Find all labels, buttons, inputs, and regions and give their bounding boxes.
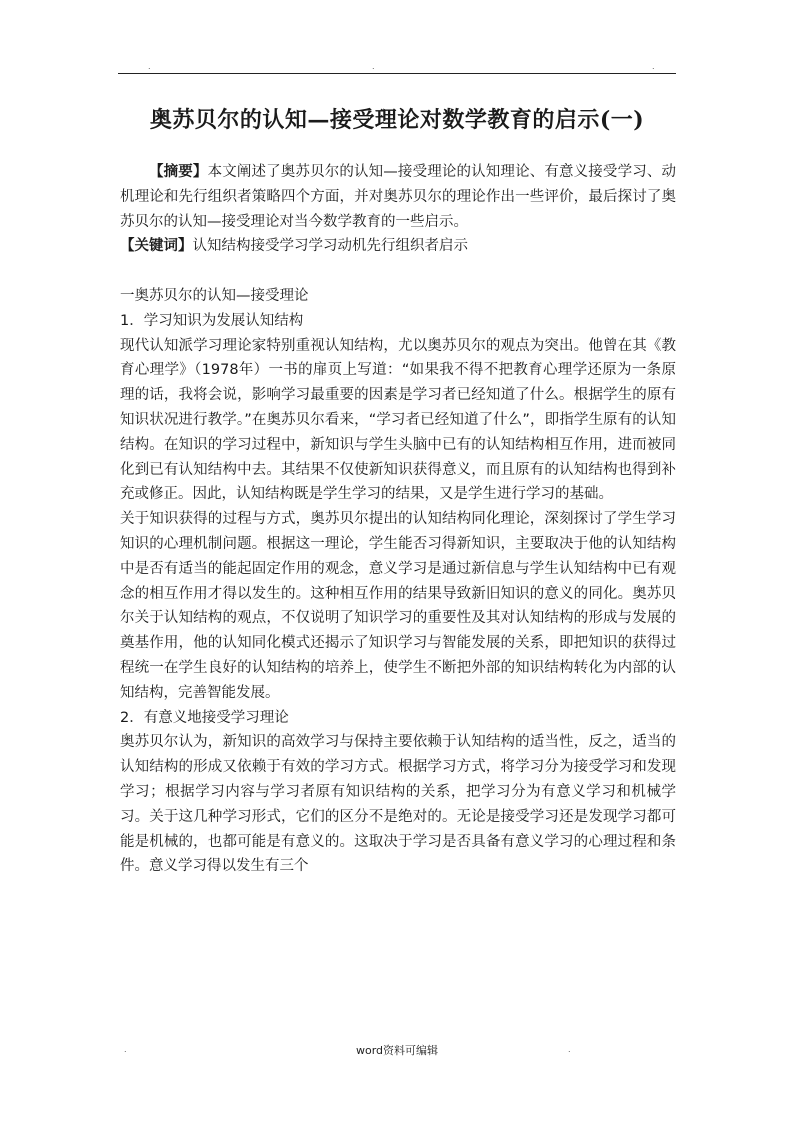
document-body [120,160,676,879]
abstract-paragraph [120,160,676,234]
page-footer: word资料可编辑 [355,1044,439,1057]
header-dot-center: . [372,62,375,71]
footer-dot-left: . [124,1045,127,1054]
subsection-heading-2: 2．有意义地接受学习理论 [120,709,289,726]
keywords-text: 认知结构接受学习学习动机先行组织者启示 [192,238,468,255]
document-title: 奥苏贝尔的认知—接受理论对数学教育的启示(一) [149,107,645,133]
header-dot-left: . [148,62,151,71]
keywords-label: 【关键词】 [120,238,193,255]
abstract-label: 【摘要】 [149,164,208,180]
body-paragraph-1: 现代认知派学习理论家特别重视认知结构，尤以奥苏贝尔的观点为突出。他曾在其《教育心理学》（1978年）一书的扉页上写道：“如果我不得不把教育心理学还原为一条原理的话，我将会说，影响学习最重要的因素是学习者已经知道了什么。根据学生的原有知识状况进行教学。”在奥苏贝尔看来，“学习者已经知道了什么”，即指学生原有的认知结构。在知识的学习过程中，新知识与学生头脑中已有的认知结构相互作用，进而被同化到已有认知结构中去。其结果不仅使新知识获得意义，而且原有的认知结构也得到补充或修正。因此，认知结构既是学生学习的结果，又是学生进行学习的基础。 [120,337,676,503]
body-paragraph-2: 关于知识获得的过程与方式，奥苏贝尔提出的认知结构同化理论，深刻探讨了学生学习知识的心理机制问题。根据这一理论，学生能否习得新知识，主要取决于他的认知结构中是否有适当的能起固定作用的观念，意义学习是通过新信息与学生认知结构中已有观念的相互作用才得以发生的。这种相互作用的结果导致新旧知识的意义的同化。奥苏贝尔关于认知结构的观点，不仅说明了知识学习的重要性及其对认知结构的形成与发展的奠基作用，他的认知同化模式还揭示了知识学习与智能发展的关系，即把知识的获得过程统一在学生良好的认知结构的培养上，使学生不断把外部的知识结构转化为内部的认知结构，完善智能发展。 [120,511,676,701]
keywords-paragraph [120,234,676,259]
section-heading: 一奥苏贝尔的认知—接受理论 [120,287,309,304]
footer-dot-right: . [568,1045,571,1054]
abstract-text: 本文阐述了奥苏贝尔的认知—接受理论的认知理论、有意义接受学习、动机理论和先行组织者策略四个方面，并对奥苏贝尔的理论作出一些评价，最后探讨了奥苏贝尔的认知—接受理论对当今数学教育的一些启示。 [120,164,677,230]
header-dot-right: . [652,62,655,71]
subsection-heading-1: 1．学习知识为发展认知结构 [120,312,304,329]
header-rule [118,73,676,74]
body-paragraph-3: 奥苏贝尔认为，新知识的高效学习与保持主要依赖于认知结构的适当性，反之，适当的认知结构的形成又依赖于有效的学习方式。根据学习方式，将学习分为接受学习和发现学习；根据学习内容与学习者原有知识结构的关系，把学习分为有意义学习和机械学习。关于这几种学习形式，它们的区分不是绝对的。无论是接受学习还是发现学习都可能是机械的，也都可能是有意义的。这取决于学习是否具备有意义学习的心理过程和条件。意义学习得以发生有三个 [120,734,676,875]
blank-line [120,259,676,284]
